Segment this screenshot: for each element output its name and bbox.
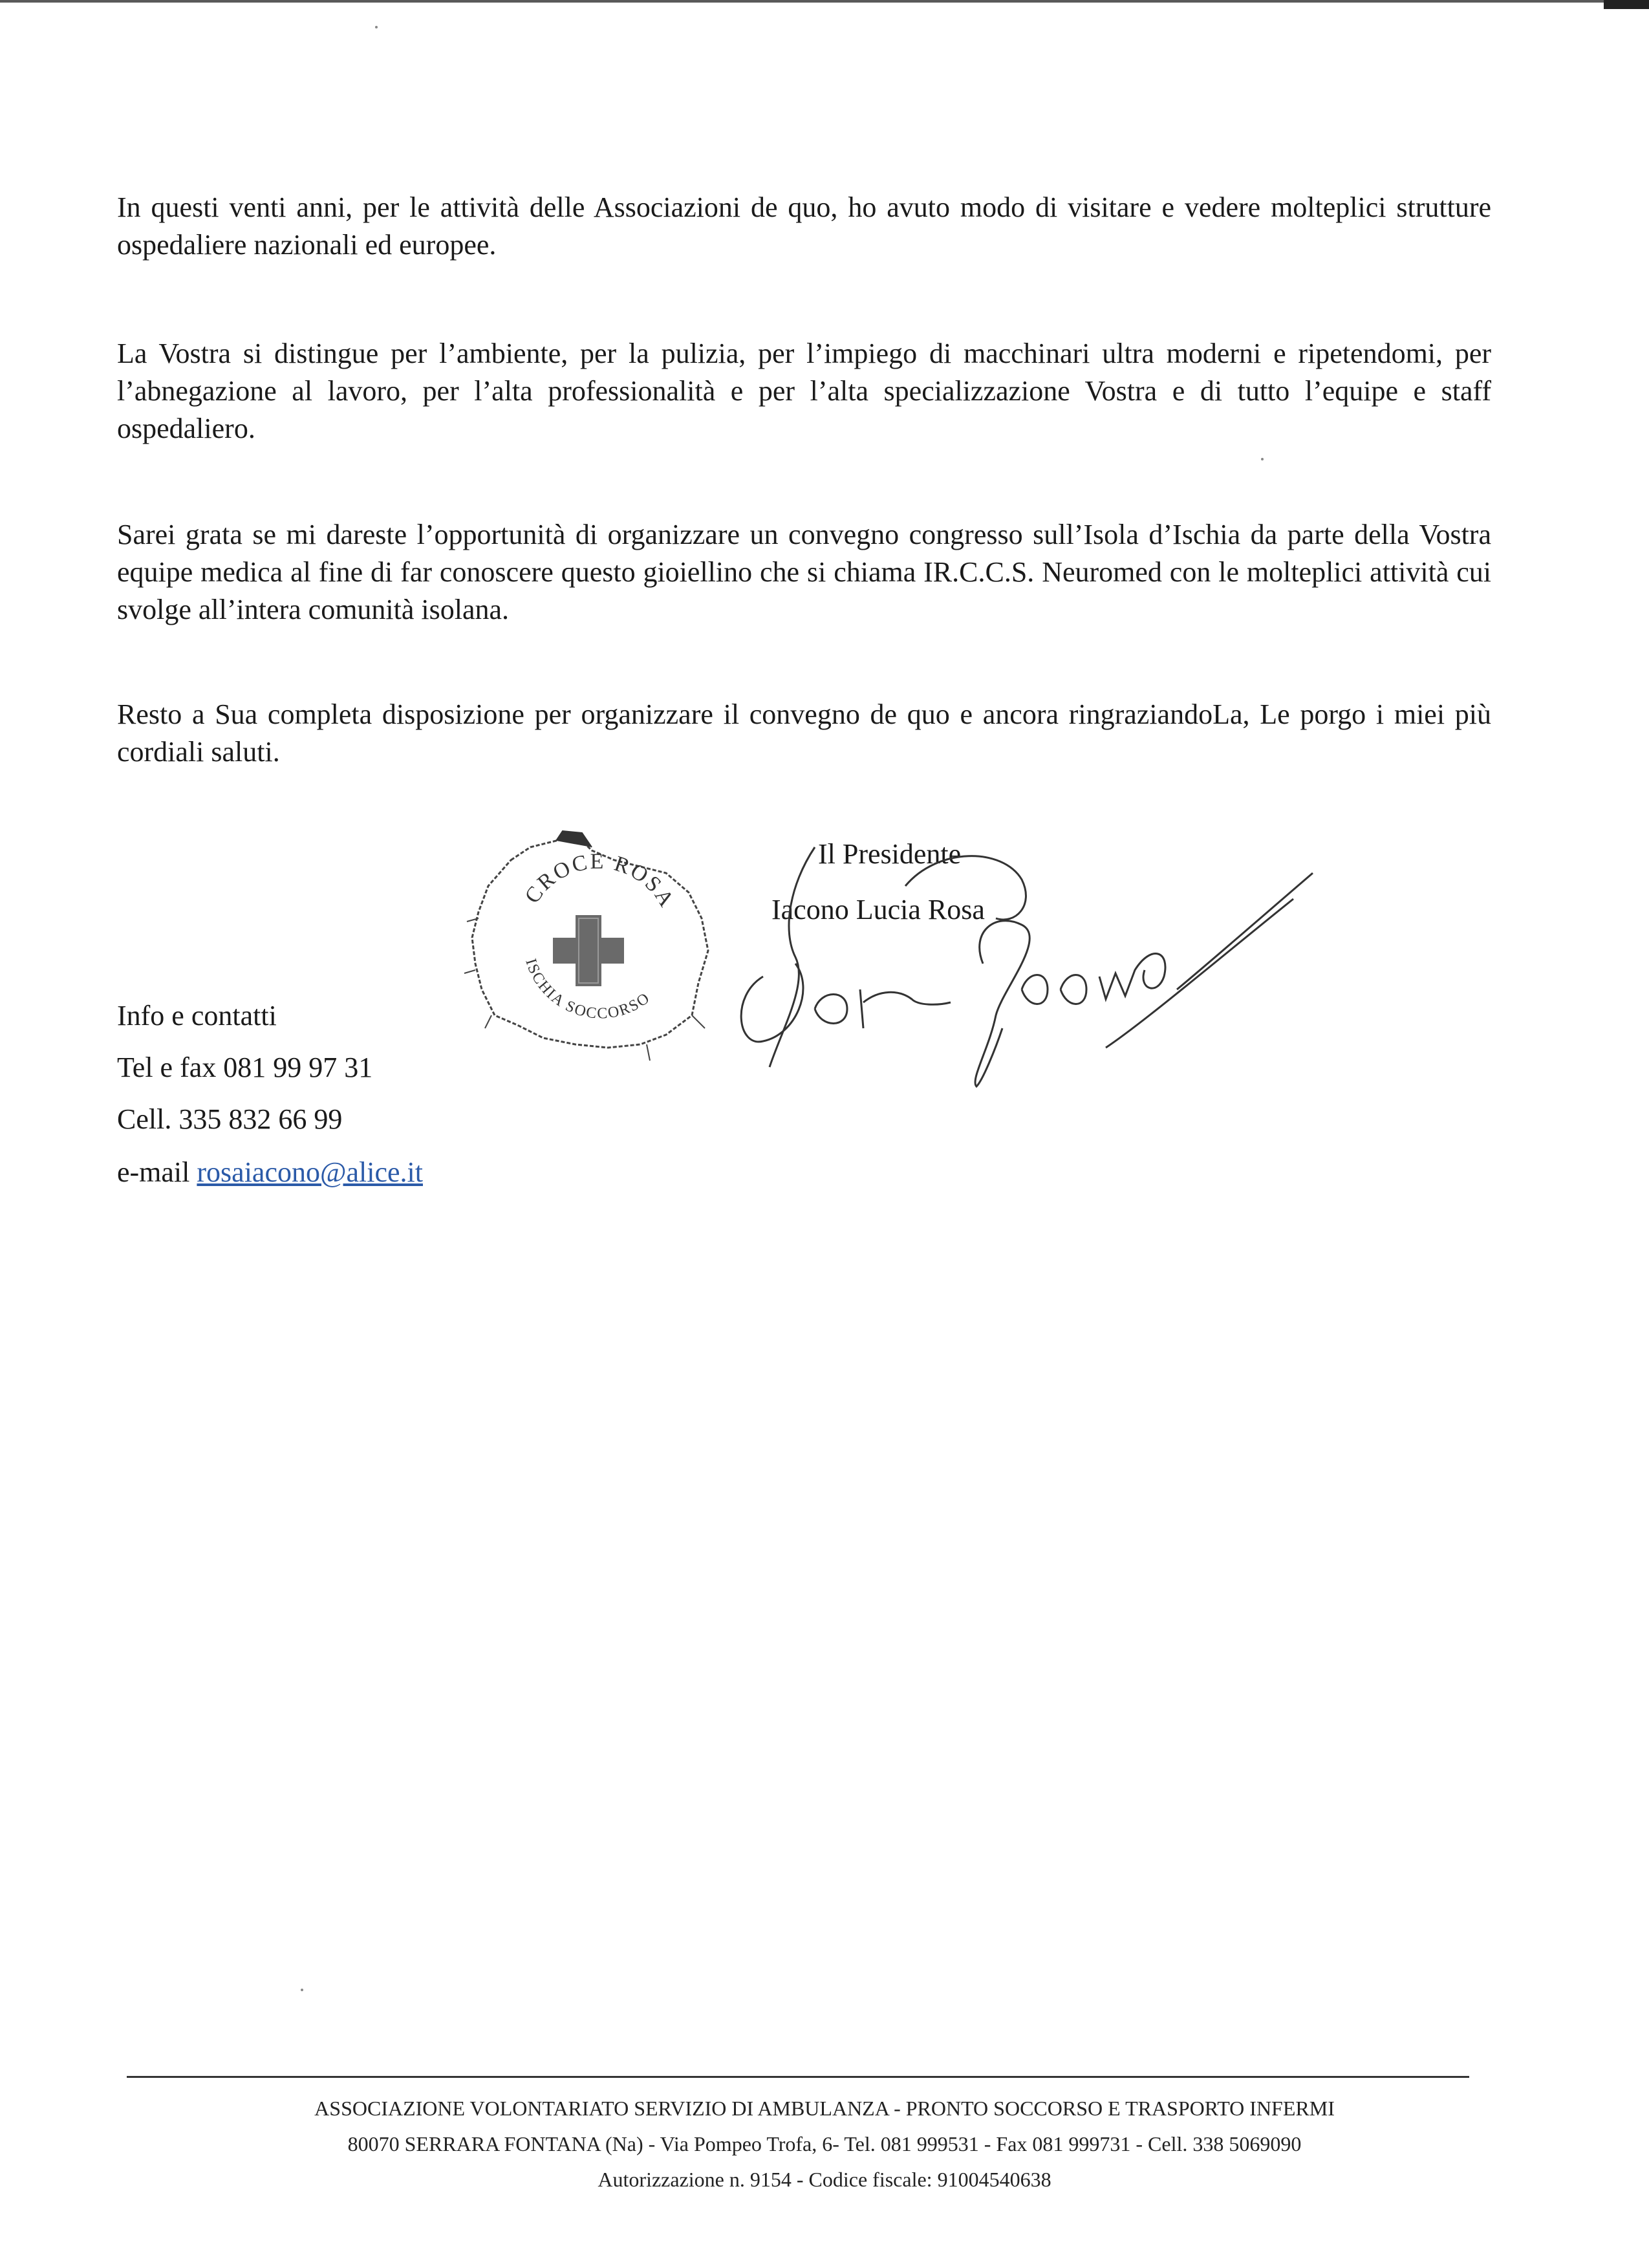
signature-name: Iacono Lucia Rosa (771, 894, 985, 925)
contact-email-row (117, 1156, 423, 1189)
stamp-text-bottom: ISCHIA SOCCORSO (522, 956, 654, 1022)
contact-email-link[interactable]: rosaiacono@alice.it (197, 1156, 423, 1188)
footer-registration: Autorizzazione n. 9154 - Codice fiscale: 91004540638 (598, 2168, 1051, 2191)
footer-divider (127, 2076, 1469, 2078)
contact-email-label: e-mail (117, 1156, 197, 1188)
svg-text:CROCE ROSA (521, 850, 680, 913)
croce-rosa-stamp (453, 821, 737, 1080)
letter-paragraph-1: In questi venti anni, per le attività delle Associazioni de quo, ho avuto modo di visitare e vedere molteplici strutture ospedaliere nazionali ed europee. (117, 191, 1491, 261)
letter-paragraph-2: La Vostra si distingue per l’ambiente, per la pulizia, per l’impiego di macchinari ultra moderni e ripetendomi, per l’abnegazione al lavoro, per l’alta professionalità e per l’alta specializzazione Vostra e di tutto l’equipe e staff ospedaliero. (117, 338, 1491, 444)
contacts-heading: Info e contatti (117, 1000, 277, 1031)
letter-paragraph-4: Resto a Sua completa disposizione per organizzare il convegno de quo e ancora ringraziandoLa, Le porgo i miei più cordiali saluti. (117, 698, 1491, 768)
handwritten-signature (724, 834, 1332, 1093)
scan-speck (1261, 458, 1264, 460)
scan-corner-mark (1604, 0, 1649, 9)
letter-paragraph-3: Sarei grata se mi dareste l’opportunità di organizzare un convegno congresso sull’Isola d’Ischia da parte della Vostra equipe medica al fine di far conoscere questo gioiellino che si chiama IR.C.C.S. Neuromed con le molteplici attività cui svolge all’intera comunità isolana. (117, 519, 1491, 625)
scan-speck (301, 1989, 303, 1991)
footer-address: 80070 SERRARA FONTANA (Na) - Via Pompeo Trofa, 6- Tel. 081 999531 - Fax 081 999731 - Cell. 338 5069090 (347, 2132, 1302, 2155)
stamp-text-top: CROCE ROSA (520, 849, 680, 913)
red-cross-emblem-icon (553, 915, 624, 986)
signature-title: Il Presidente (818, 838, 962, 870)
contact-cell: Cell. 335 832 66 99 (117, 1103, 343, 1135)
scan-top-edge (0, 0, 1649, 3)
contact-tel-fax: Tel e fax 081 99 97 31 (117, 1052, 373, 1083)
footer-association-name: ASSOCIAZIONE VOLONTARIATO SERVIZIO DI AMBULANZA - PRONTO SOCCORSO E TRASPORTO INFERMI (314, 2097, 1335, 2120)
scan-speck (375, 26, 378, 28)
